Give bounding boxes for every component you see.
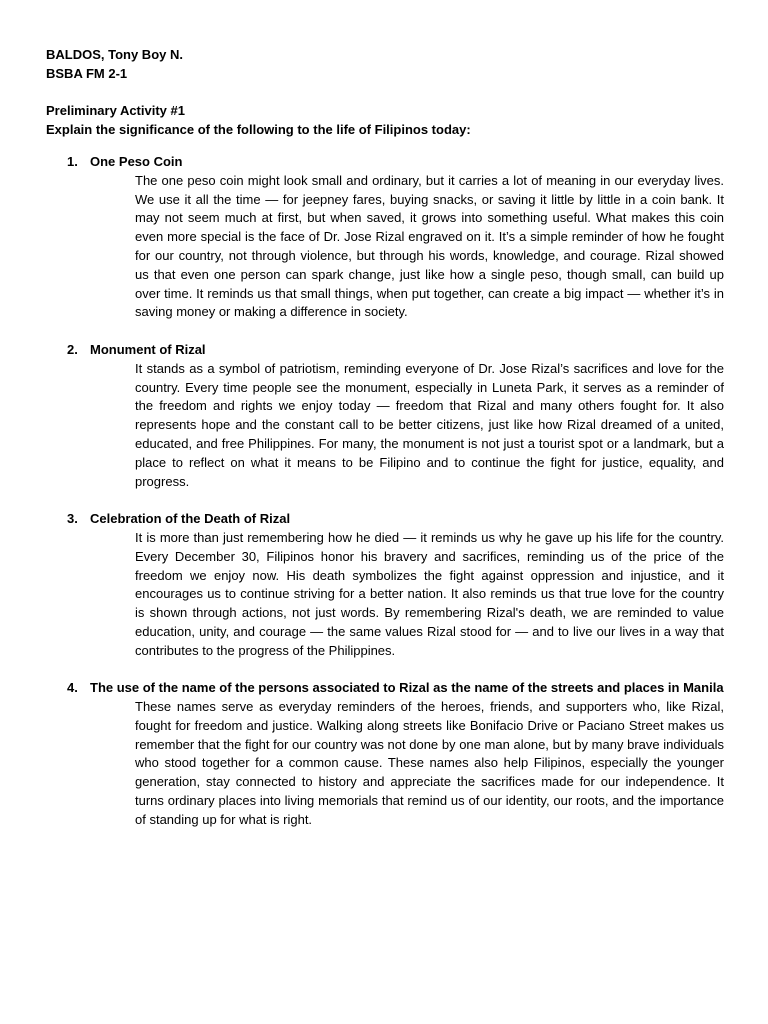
student-section: BSBA FM 2-1 (46, 65, 128, 81)
item-heading: The use of the name of the persons associated to Rizal as the name of the streets and places in Manila (90, 680, 724, 696)
question-list (46, 153, 724, 830)
item-number: 4. (67, 680, 78, 696)
item-heading: Monument of Rizal (90, 341, 206, 357)
activity-title: Preliminary Activity #1 (46, 103, 185, 119)
item-heading: Celebration of the Death of Rizal (90, 511, 291, 527)
item-body: It stands as a symbol of patriotism, reminding everyone of Dr. Jose Rizal’s sacrifices and love for the country. Every time people see the monument, especially in Luneta Park, it serves as a reminder of the freedom and rights we enjoy today — freedom that Rizal and many others fought for. It also represents hope and the constant call to be better citizens, just like how Rizal dreamed of a united, educated, and free Philippines. For many, the monument is not just a tourist spot or a landmark, but a place to reflect on what it means to be Filipino and to continue the fight for justice, equality, and progress. (135, 360, 724, 489)
item-number: 1. (67, 153, 78, 169)
spacer (46, 140, 724, 153)
item-heading: One Peso Coin (90, 153, 183, 169)
spacer (46, 84, 724, 103)
item-body: These names serve as everyday reminders of the heroes, friends, and supporters who, like Rizal, fought for freedom and justice. Walking along streets like Bonifacio Drive or Paciano Street makes us remember that the fight for our country was not done by one man alone, but by many brave individuals who stood together for a common cause. These names also help Filipinos, especially the younger generation, stay connected to history and appreciate the sacrifices made for our independence. It turns ordinary places into living memorials that remind us of our identity, our roots, and the importance of standing up for what is right. (135, 699, 724, 827)
activity-prompt: Explain the significance of the following to the life of Filipinos today: (46, 122, 471, 138)
item-body: The one peso coin might look small and ordinary, but it carries a lot of meaning in our everyday lives. We use it all the time — for jeepney fares, buying snacks, or saving it little by little in a coin bank. It may not seem much at first, but when saved, it grows into something useful. What makes this coin even more special is the face of Dr. Jose Rizal engraved on it. It’s a simple reminder of how he fought for our country, not through violence, but through his words, knowledge, and courage. Rizal showed us that even one person can spark change, just like how a single peso, though small, can build up over time. It reminds us that small things, when put together, can create a big impact — whether it’s in saving money or making a difference in society. (135, 172, 724, 320)
item-number: 2. (67, 341, 78, 357)
document-page (46, 46, 724, 830)
list-item-monument-of-rizal (46, 341, 724, 491)
student-name: BALDOS, Tony Boy N. (46, 47, 183, 62)
list-item-one-peso-coin (46, 153, 724, 322)
item-number: 3. (67, 511, 78, 527)
item-body: It is more than just remembering how he died — it reminds us why he gave up his life for the country. Every December 30, Filipinos honor his bravery and sacrifices, reminding us of the price of the freedom we enjoy now. His death symbolizes the fight against oppression and injustice, and it encourages us to continue striving for a better nation. It also reminds us that true love for the country is shown through actions, not just words. By remembering Rizal's death, we are reminded to value education, unity, and courage — the same values Rizal stood for — and to live our lives in a way that contributes to the progress of the Philippines. (135, 529, 724, 658)
list-item-street-names (46, 679, 724, 829)
list-item-death-of-rizal (46, 510, 724, 660)
